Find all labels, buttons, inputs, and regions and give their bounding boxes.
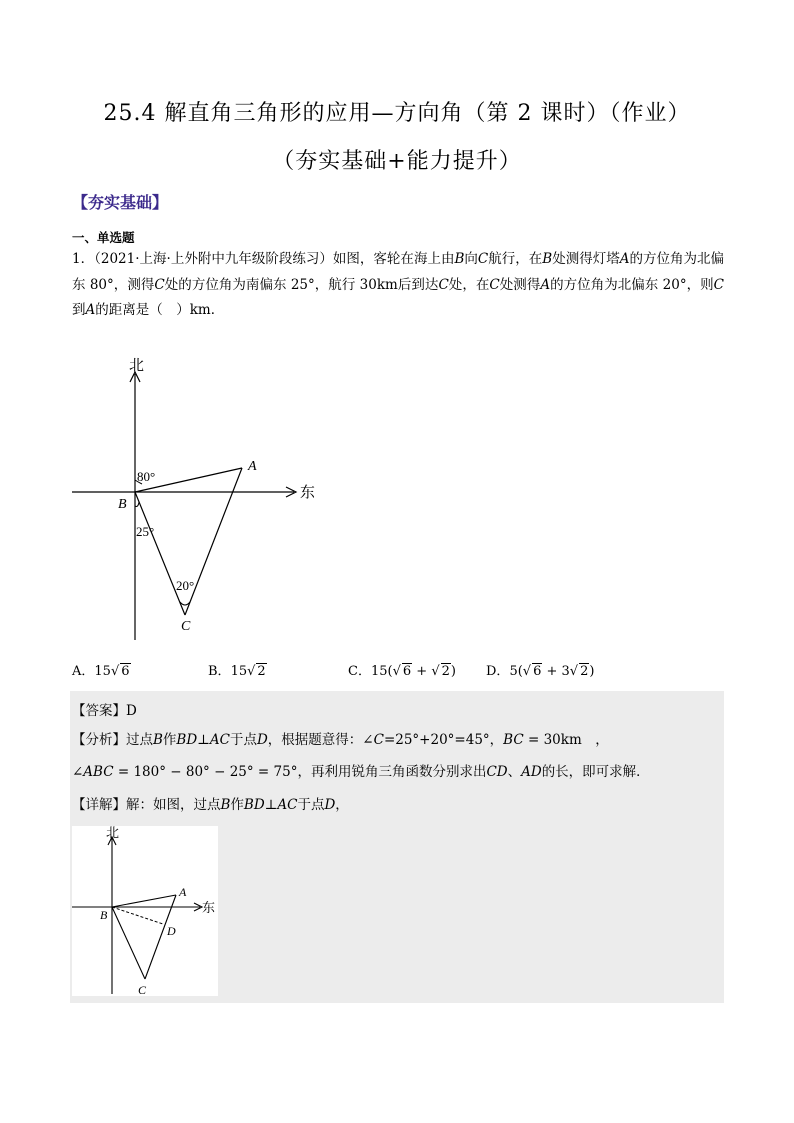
analysis-line-2: ∠ABC = 180° − 80° − 25° = 75°，再利用锐角三角函数分别求出CD、AD的长，即可求解． (72, 764, 650, 780)
solution-diagram (72, 826, 218, 996)
question-text: 1．（2021·上海·上外附中九年级阶段练习）如图，客轮在海上由B向C航行，在B处测得灯塔A的方位角为北偏东 80°，测得C处的方位角为南偏东 25°，航行 30km后到达C处，在C处测得A的方位角为北偏东 20°，则C到A的距离是（ ）km． (72, 251, 725, 318)
bearing-diagram (72, 350, 332, 645)
north-label: 北 (129, 358, 145, 374)
option-d[interactable]: D．5(√ 6 + 3√ 2) (486, 664, 595, 679)
detail-line: 【详解】解：如图，过点B作BD⊥AC于点D， (72, 797, 349, 813)
document-title: 25.4 解直角三角形的应用—方向角（第 2 课时）（作业） (103, 101, 691, 126)
option-b[interactable]: B．15√ 2 (208, 664, 266, 679)
section-heading: 【夯实基础】 (72, 193, 169, 212)
angle-arc-b-south (135, 502, 139, 507)
angle-25-label: 25° (136, 524, 155, 539)
document-subtitle: （夯实基础+能力提升） (272, 149, 522, 174)
point-b-label: B (118, 497, 127, 512)
angle-80-label: 80° (137, 469, 156, 484)
point-d-label: D (167, 924, 176, 938)
answer-value: D (126, 703, 137, 719)
point-c-label: C (181, 619, 191, 634)
option-c[interactable]: C．15(√ 6 + √ 2) (348, 664, 456, 679)
point-a-label: A (179, 885, 187, 899)
north-label: 北 (106, 826, 120, 840)
point-c-label: C (138, 983, 147, 996)
east-label: 东 (300, 485, 316, 501)
analysis-line-1: 【分析】过点B作BD⊥AC于点D，根据题意得：∠C=25°+20°=45°，BC = 30km ， (72, 732, 609, 748)
option-a[interactable]: A．15√ 6 (72, 664, 130, 679)
point-b-label: B (100, 908, 108, 922)
segment-bc (135, 492, 185, 615)
question-type-heading: 一、单选题 (72, 230, 135, 245)
east-label: 东 (202, 900, 216, 915)
answer-line: 【答案】D (72, 703, 137, 719)
angle-20-label: 20° (176, 578, 195, 593)
point-a-label: A (248, 459, 257, 474)
